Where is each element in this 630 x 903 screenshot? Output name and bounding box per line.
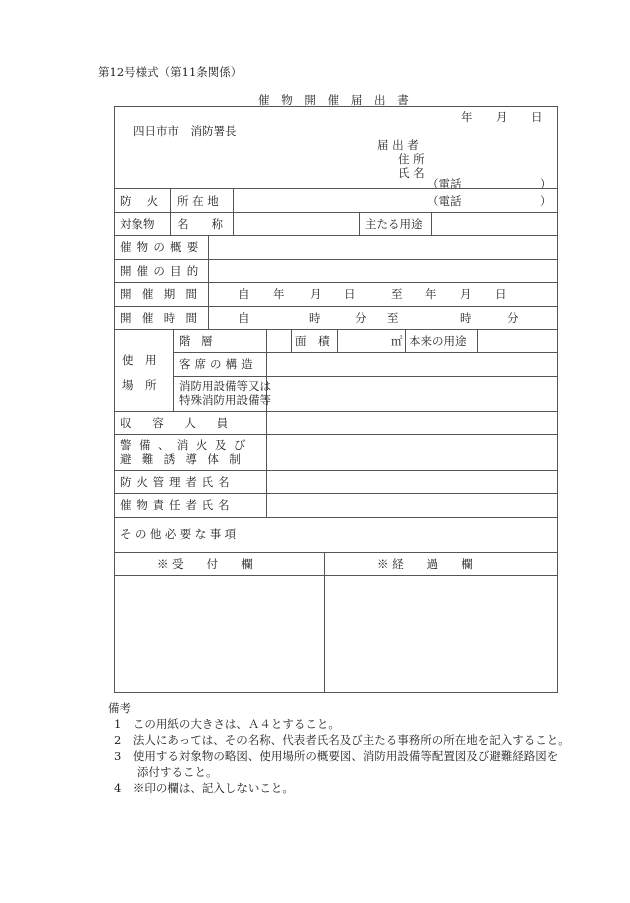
time-hour-end: 時 [460, 311, 472, 325]
event-time-label: 開催時間 [120, 311, 208, 325]
applicant-address-label: 住 所 [398, 152, 425, 166]
area-unit: ㎡ [391, 334, 403, 348]
period-day: 日 [344, 287, 356, 301]
period-month: 月 [310, 287, 322, 301]
period-to: 至 [391, 287, 403, 301]
fire-manager-label: 防火管理者氏名 [120, 475, 235, 489]
time-from: 自 [238, 311, 250, 325]
location-label: 所 在 地 [177, 194, 219, 208]
security-label-line2: 避難誘導体制 [120, 452, 252, 466]
note-item: 添付すること。 [114, 765, 218, 779]
note-item: 2 法人にあっては、その名称、代表者氏名及び主たる事務所の所在地を記入すること。 [114, 733, 570, 747]
location-phone-open: （電話 [427, 194, 462, 208]
time-to: 至 [387, 311, 399, 325]
area-label: 面 積 [295, 334, 330, 348]
note-item: 3 使用する対象物の略図、使用場所の概要図、消防用設備等配置図及び避難経路図を [114, 749, 559, 763]
date-year: 年 [461, 110, 473, 124]
time-hour: 時 [309, 311, 321, 325]
applicant-phone-open: （電話 [427, 177, 462, 191]
floor-label: 階 層 [179, 334, 217, 348]
period-from: 自 [238, 287, 250, 301]
time-minute: 分 [355, 311, 367, 325]
date-month: 月 [496, 110, 508, 124]
notes-heading: 備考 [108, 701, 131, 715]
time-minute-end: 分 [507, 311, 519, 325]
applicant-name-label: 氏 名 [398, 166, 425, 180]
main-use-label: 主たる用途 [365, 217, 423, 231]
addressee: 四日市市 消防署長 [133, 124, 237, 138]
equipment-label-line2: 特殊消防用設備等 [179, 393, 271, 407]
applicant-phone-close: ） [540, 177, 552, 191]
event-period-label: 開催期間 [120, 287, 208, 301]
period-year-end: 年 [425, 287, 437, 301]
note-item: 1 この用紙の大きさは、Ａ４とすること。 [114, 717, 340, 731]
event-summary-label: 催物の概要 [120, 240, 204, 254]
document-title: 催 物 開 催 届 出 書 [258, 93, 413, 107]
target-group-top: 防 火 [120, 194, 164, 208]
capacity-label: 収容人員 [120, 416, 249, 430]
applicant-label: 届 出 者 [377, 138, 419, 152]
event-manager-label: 催物責任者氏名 [120, 498, 235, 512]
venue-group-top: 使 用 [122, 353, 157, 367]
form-table [114, 106, 558, 693]
location-phone-close: ） [540, 194, 552, 208]
reception-column-label: ※ 受 付 欄 [157, 557, 253, 571]
period-day-end: 日 [495, 287, 507, 301]
security-label-line1: 警備、消火及び [120, 438, 253, 452]
target-group-bottom: 対象物 [120, 217, 155, 231]
venue-group-bottom: 場 所 [122, 378, 157, 392]
note-item: 4 ※印の欄は、記入しないこと。 [114, 781, 294, 795]
period-year: 年 [273, 287, 285, 301]
progress-column-label: ※ 経 過 欄 [377, 557, 473, 571]
notes-section [108, 700, 570, 796]
date-day: 日 [531, 110, 543, 124]
seating-structure-label: 客席の構造 [179, 357, 257, 371]
original-use-label: 本来の用途 [409, 334, 467, 348]
form-number: 第12号様式（第11条関係） [98, 65, 243, 79]
name-label: 名 称 [177, 217, 223, 231]
period-month-end: 月 [460, 287, 472, 301]
equipment-label-line1: 消防用設備等又は [179, 379, 271, 393]
other-matters-label: その他必要な事項 [120, 527, 240, 541]
event-purpose-label: 開催の目的 [120, 264, 204, 278]
